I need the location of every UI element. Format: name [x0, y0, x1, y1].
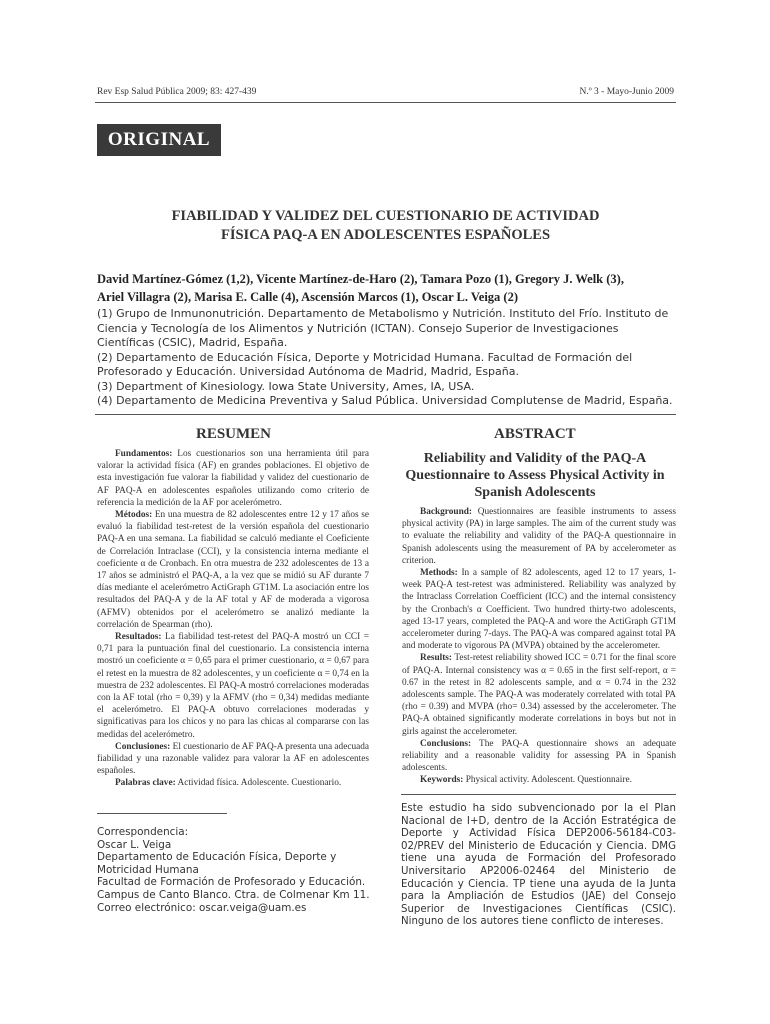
running-header-issue: N.º 3 - Mayo-Junio 2009 — [579, 87, 674, 97]
article-title — [95, 207, 676, 245]
resumen-text: Los cuestionarios son una herramienta útil para valorar la actividad física (AF) en grandes poblaciones. El objetivo de esta investigación fue valorar la fiabilidad y validez del cuestionario de AF PAQ-A en adolescentes españoles utilizando como criterio de referencia la medición de la AF por acelerómetro. — [97, 449, 369, 508]
section-badge: ORIGINAL — [97, 124, 221, 156]
author-line1: David Martínez-Gómez (1,2), Vicente Martínez-de-Haro (2), Tamara Pozo (1), Gregory J. Welk (3), — [97, 272, 624, 286]
abstract-paragraph — [402, 567, 676, 652]
correspondence-block — [97, 826, 377, 914]
affiliation-3: (3) Department of Kinesiology. Iowa State University, Ames, IA, USA. — [97, 379, 475, 393]
footnote-rule-right — [401, 794, 676, 795]
affiliation-1: (1) Grupo de Inmunonutrición. Departamento de Metabolismo y Nutrición. Instituto del Frío. Instituto de Ciencia y Tecnología de los Alimentos y Nutrición (ICTAN). Consejo Superior de Investigaciones Científicas (CSIC), Madrid, España. — [97, 307, 669, 349]
resumen-label: Resultados: — [115, 632, 162, 643]
resumen-heading: RESUMEN — [196, 426, 272, 442]
abstract-text: Test-retest reliability showed ICC = 0.71 for the final score of PAQ-A. Internal consistency was α = 0.65 in the first self-report, α = 0.67 in the retest in 82 adolescents sample, and α = 0.74 in the 232 adolescents sample. The PAQ-A was moderately correlated with total PA (rho = 0.39) and MVPA (rho= 0.34) assessed by the accelerometer. The PAQ-A obtained significantly moderate correlations in boys but not in girls against the accelerometer. — [402, 653, 676, 737]
resumen-body — [97, 448, 369, 790]
correspondence-faculty: Facultad de Formación de Profesorado y Educación. — [97, 876, 366, 889]
abstract-label: Methods: — [420, 568, 458, 579]
footnote-rule-left — [97, 813, 227, 814]
abstract-paragraph — [402, 738, 676, 775]
abstract-paragraph — [402, 774, 676, 786]
resumen-paragraph — [97, 777, 369, 789]
abstract-title: Reliability and Validity of the PAQ-A Questionnaire to Assess Physical Activity in Spanish Adolescents — [405, 451, 665, 500]
abstract-body — [402, 506, 676, 787]
funding-note: Este estudio ha sido subvencionado por la el Plan Nacional de I+D, dentro de la Acción Estratégica de Deporte y Actividad Física DEP2006-56184-C03-02/PREV del Ministerio de Educación y Ciencia. DMG tiene una ayuda de Formación del Profesorado Universitario AP2006-02464 del Ministerio de Educación y Ciencia. TP tiene una ayuda de la Junta para la Ampliación de Estudios (JAE) del Consejo Superior de Investigaciones Científicas (CSIC). Ninguno de los autores tiene conflicto de intereses. — [401, 803, 676, 928]
abstract-text: Questionnaires are feasible instruments to assess physical activity (PA) in large samples. The aim of the current study was to evaluate the reliability and validity of the PAQ-A questionnaire in Spanish adolescents using the measurement of PA by accelerometer as criterion. — [402, 507, 676, 566]
resumen-text: En una muestra de 82 adolescentes entre 12 y 17 años se evaluó la fiabilidad test-retest de la versión española del cuestionario PAQ-A en una semana. La fiabilidad se calculó mediante el Coeficiente de Correlación Intraclase (CCI), y la consistencia interna mediante el coeficiente α de Cronbach. En otra muestra de 232 adolescentes de 13 a 17 años se administró el PAQ-A, a la vez que se midió su AF durante 7 días mediante el acelerómetro ActiGraph GT1M. La asociación entre los resultados del PAQ-A y de la AF total y AF de moderada a vigorosa (AFMV) obtenidos por el acelerómetro se analizó mediante la correlación de Spearman (rho). — [97, 510, 369, 630]
resumen-paragraph — [97, 448, 369, 509]
resumen-paragraph — [97, 631, 369, 741]
abstract-text: Physical activity. Adolescent. Questionnaire. — [463, 775, 632, 786]
affiliation-2: (2) Departamento de Educación Física, Deporte y Motricidad Humana. Facultad de Formación del Profesorado y Educación. Universidad Autónoma de Madrid, Madrid, España. — [97, 350, 633, 378]
correspondence-address: Campus de Canto Blanco. Ctra. de Colmenar Km 11. — [97, 888, 370, 901]
resumen-label: Conclusiones: — [115, 741, 171, 752]
resumen-text: Actividad física. Adolescente. Cuestionario. — [175, 778, 342, 789]
resumen-label: Fundamentos: — [115, 449, 173, 459]
abstract-text: In a sample of 82 adolescents, aged 12 to 17 years, 1-week PAQ-A test-retest was administered. Reliability was analyzed by the Intraclass Correlation Coefficient (ICC) and the internal consistency by the Cronbach's α Coefficient. Two hundred thirty-two adolescents, aged 13-17 years, completed the PAQ-A and wore the ActiGraph GT1M accelerometer during 7-days. The PAQ-A was compared against total PA and moderate to vigorous PA (MVPA) obtained by the accelerometer. — [402, 568, 676, 652]
abstract-label: Conclusions: — [420, 738, 472, 749]
resumen-label: Palabras clave: — [115, 778, 176, 789]
affiliations — [97, 307, 676, 409]
correspondence-dept: Departamento de Educación Física, Deporte y Motricidad Humana — [97, 851, 337, 876]
resumen-paragraph — [97, 741, 369, 778]
abstract-paragraph — [402, 506, 676, 567]
resumen-paragraph — [97, 509, 369, 631]
header-rule — [95, 102, 676, 103]
resumen-text: El cuestionario de AF PAQ-A presenta una adecuada fiabilidad y una razonable validez para valorar la AF en adolescentes españoles. — [97, 741, 369, 777]
abstract-text: The PAQ-A questionnaire shows an adequate reliability and a reasonable validity for assessing PA in Spanish adolescents. — [402, 738, 676, 774]
abstract-label: Background: — [420, 507, 473, 517]
section-rule — [95, 414, 676, 415]
correspondence-label: Correspondencia: — [97, 826, 189, 838]
running-header-citation: Rev Esp Salud Pública 2009; 83: 427-439 — [97, 87, 257, 97]
correspondence-name: Oscar L. Veiga — [97, 838, 172, 851]
article-title-line2: FÍSICA PAQ-A EN ADOLESCENTES ESPAÑOLES — [220, 227, 551, 243]
correspondence-email: Correo electrónico: oscar.veiga@uam.es — [97, 901, 307, 914]
abstract-label: Results: — [420, 653, 453, 664]
abstract-heading: ABSTRACT — [494, 426, 576, 442]
resumen-label: Métodos: — [115, 510, 153, 521]
affiliation-4: (4) Departamento de Medicina Preventiva y Salud Pública. Universidad Complutense de Madrid, España. — [97, 394, 673, 407]
resumen-text: La fiabilidad test-retest del PAQ-A mostró un CCI = 0,71 para la puntuación final del cuestionario. La consistencia interna mostró un coeficiente α = 0,65 para el primer cuestionario, α = 0,67 para el retest en la muestra de 82 adolescentes, y un coeficiente α = 0,74 en la muestra de 232 adolescentes. El PAQ-A mostró correlaciones moderadas con la AF total (rho = 0,39) y la AFMV (rho = 0,34) medidas mediante el acelerómetro. El PAQ-A obtuvo correlaciones moderadas y significativas para los chicos y no para las chicas al compararse con las medidas del acelerómetro. — [97, 632, 369, 740]
abstract-paragraph — [402, 652, 676, 737]
author-line2: Ariel Villagra (2), Marisa E. Calle (4), Ascensión Marcos (1), Oscar L. Veiga (2) — [97, 290, 519, 304]
author-list — [97, 270, 676, 306]
abstract-label: Keywords: — [420, 775, 464, 786]
article-title-line1: FIABILIDAD Y VALIDEZ DEL CUESTIONARIO DE ACTIVIDAD — [171, 208, 600, 224]
